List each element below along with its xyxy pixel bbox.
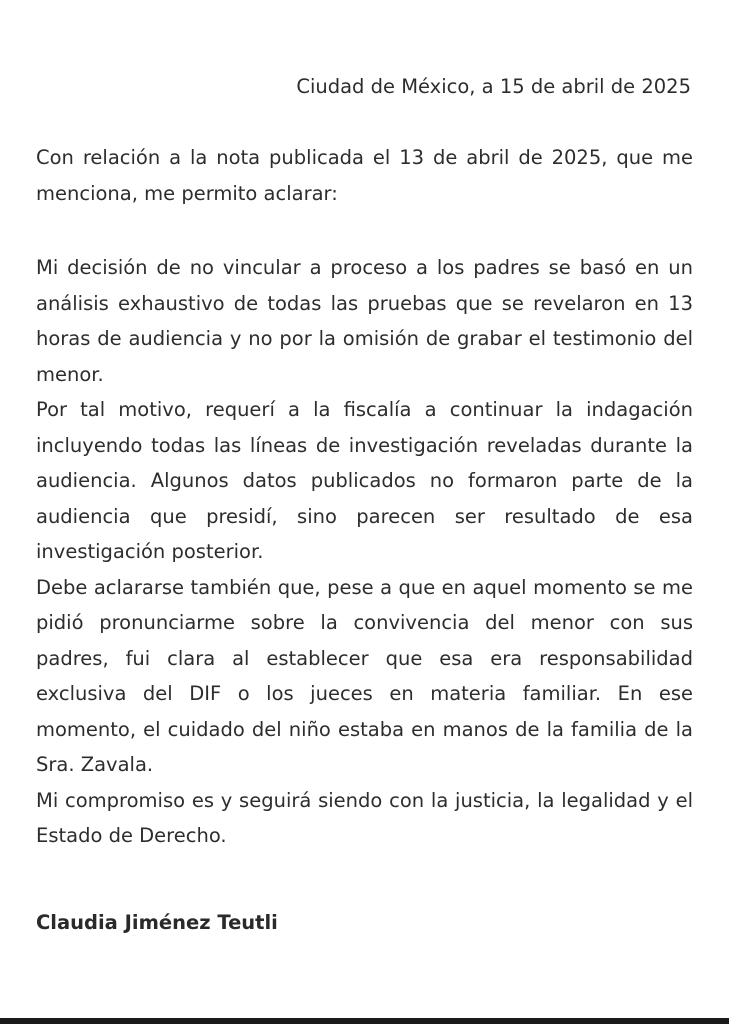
- date-line: Ciudad de México, a 15 de abril de 2025: [296, 75, 691, 98]
- paragraph-investigation: Por tal motivo, requerí a la fiscalía a continuar la indagación incluyendo todas las líneas de investigación reveladas durante la audiencia. Algunos datos publicados no formaron parte de la audiencia que presidí, sino parecen ser resultado de esa investigación posterior.: [36, 398, 693, 563]
- paragraph-commitment: Mi compromiso es y seguirá siendo con la justicia, la legalidad y el Estado de Derecho.: [36, 788, 693, 847]
- paragraph-decision: Mi decisión de no vincular a proceso a los padres se basó en un análisis exhaustivo de todas las pruebas que se revelaron en 13 horas de audiencia y no por la omisión de grabar el testimonio del menor.: [36, 256, 693, 386]
- letter-body: [36, 250, 693, 854]
- bottom-border: [0, 1018, 729, 1024]
- signature-name: Claudia Jiménez Teutli: [36, 911, 278, 934]
- intro-paragraph: Con relación a la nota publicada el 13 de abril de 2025, que me menciona, me permito aclarar:: [36, 146, 693, 205]
- paragraph-clarification: Debe aclararse también que, pese a que en aquel momento se me pidió pronunciarme sobre la convivencia del menor con sus padres, fui clara al establecer que esa era responsabilidad exclusiva del DIF o los jueces en materia familiar. En ese momento, el cuidado del niño estaba en manos de la familia de la Sra. Zavala.: [36, 575, 693, 776]
